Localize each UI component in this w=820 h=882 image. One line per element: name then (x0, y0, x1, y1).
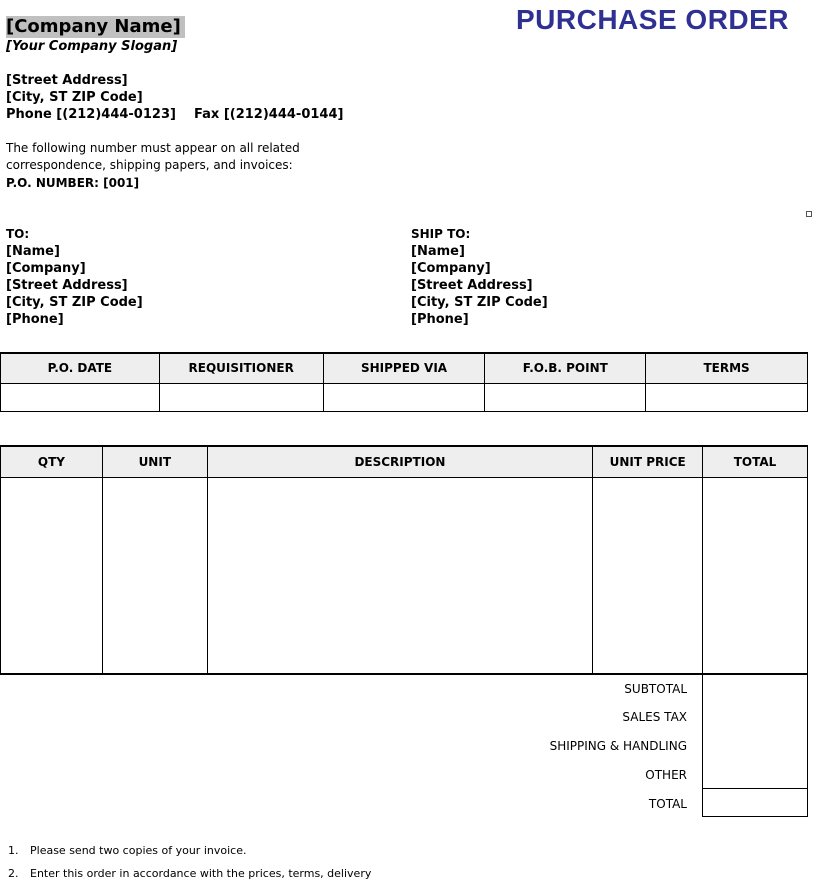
unit-cell[interactable] (102, 477, 207, 674)
to-company[interactable]: [Company] (6, 261, 86, 276)
note-text: Enter this order in accordance with the prices, terms, delivery (30, 867, 372, 880)
totals-box-divider (702, 788, 808, 789)
subtotal-label: SUBTOTAL (624, 682, 687, 696)
ship-to-label: SHIP TO: (411, 227, 471, 241)
description-header: DESCRIPTION (207, 446, 592, 477)
shipping-handling-label: SHIPPING & HANDLING (549, 739, 687, 753)
total-header: TOTAL (703, 446, 808, 477)
note-number: 2. (8, 867, 19, 880)
unit-price-header: UNIT PRICE (593, 446, 703, 477)
sales-tax-label: SALES TAX (622, 710, 687, 724)
company-slogan[interactable]: [Your Company Slogan] (6, 39, 178, 54)
totals-box-left-border (702, 673, 703, 817)
totals-section (0, 673, 808, 818)
ship-to-block (411, 226, 548, 328)
po-info-header-row (1, 353, 808, 383)
qty-cell[interactable] (1, 477, 103, 674)
po-date-header: P.O. DATE (1, 353, 160, 383)
sender-phone-fax[interactable]: Phone [(212)444-0123] Fax [(212)444-0144] (6, 107, 344, 122)
unit-header: UNIT (102, 446, 207, 477)
totals-box-bottom (702, 816, 808, 817)
po-info-row (1, 383, 808, 411)
totals-box-right-border (807, 673, 808, 817)
unit-price-cell[interactable] (593, 477, 703, 674)
to-block (6, 226, 143, 328)
terms-cell[interactable] (646, 383, 808, 411)
total-label: TOTAL (648, 797, 687, 811)
line-items-header-row (1, 446, 808, 477)
fob-point-header: F.O.B. POINT (485, 353, 646, 383)
line-items-body-row (1, 477, 808, 674)
note-number: 1. (8, 844, 19, 857)
ship-to-street[interactable]: [Street Address] (411, 278, 533, 293)
po-info-table (0, 352, 808, 412)
total-cell[interactable] (703, 477, 808, 674)
note-text: Please send two copies of your invoice. (30, 844, 247, 857)
ship-to-city[interactable]: [City, ST ZIP Code] (411, 295, 548, 310)
instruction-line-1: The following number must appear on all related (6, 141, 300, 155)
to-name[interactable]: [Name] (6, 244, 60, 259)
sender-city[interactable]: [City, ST ZIP Code] (6, 90, 143, 105)
instruction-line-2: correspondence, shipping papers, and invoices: (6, 158, 293, 172)
to-label: TO: (6, 227, 30, 241)
qty-header: QTY (1, 446, 103, 477)
shipped-via-cell[interactable] (323, 383, 485, 411)
totals-divider (0, 673, 808, 674)
to-phone[interactable]: [Phone] (6, 312, 64, 327)
requisitioner-header: REQUISITIONER (159, 353, 323, 383)
to-city[interactable]: [City, ST ZIP Code] (6, 295, 143, 310)
ship-to-phone[interactable]: [Phone] (411, 312, 469, 327)
sender-street[interactable]: [Street Address] (6, 73, 128, 88)
requisitioner-cell[interactable] (159, 383, 323, 411)
company-name[interactable]: [Company Name] (6, 16, 185, 38)
note-item (8, 844, 246, 858)
document-title: PURCHASE ORDER (516, 4, 790, 35)
po-number[interactable]: P.O. NUMBER: [001] (6, 176, 140, 190)
resize-handle-icon[interactable] (806, 211, 812, 217)
shipped-via-header: SHIPPED VIA (323, 353, 485, 383)
description-cell[interactable] (207, 477, 592, 674)
ship-to-company[interactable]: [Company] (411, 261, 491, 276)
fob-point-cell[interactable] (485, 383, 646, 411)
terms-header: TERMS (646, 353, 808, 383)
line-items-table (0, 445, 808, 675)
ship-to-name[interactable]: [Name] (411, 244, 465, 259)
other-label: OTHER (645, 768, 687, 782)
to-street[interactable]: [Street Address] (6, 278, 128, 293)
note-item (8, 867, 371, 881)
po-date-cell[interactable] (1, 383, 160, 411)
